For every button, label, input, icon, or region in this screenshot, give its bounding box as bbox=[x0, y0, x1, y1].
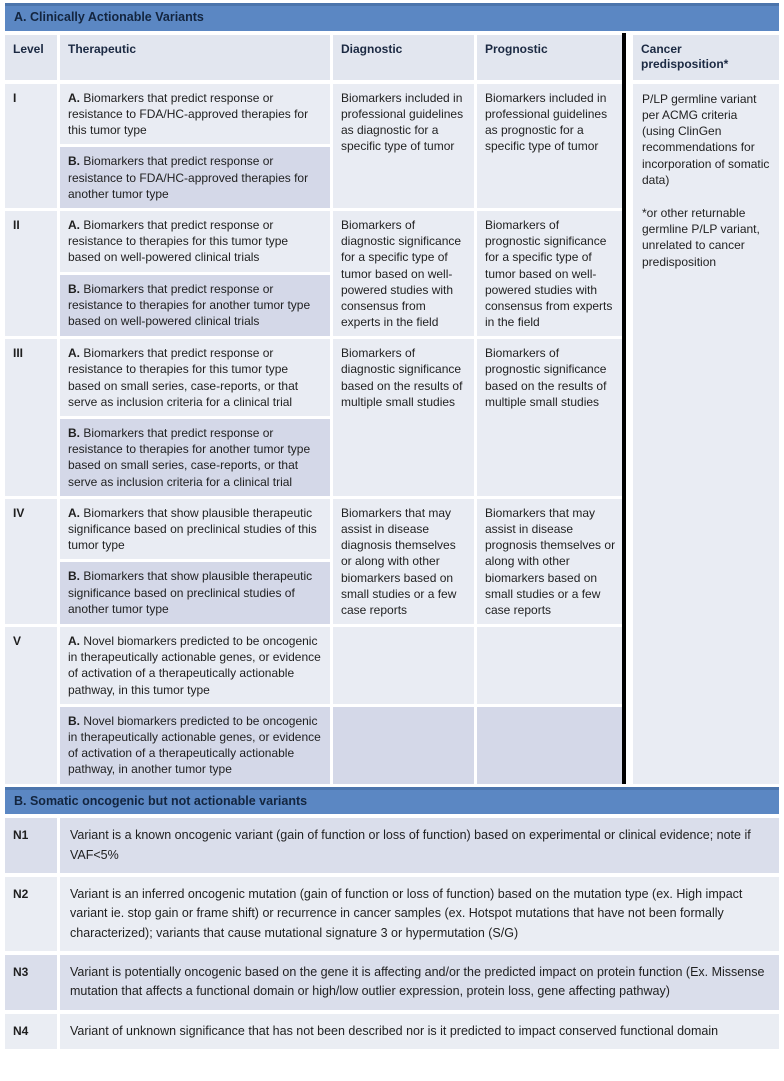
prognostic-cell: Biomarkers of prognostic significance based on the results of multiple small studies bbox=[477, 339, 625, 496]
n-description-cell: Variant of unknown significance that has not been described nor is it predicted to impact conserved functional domain bbox=[60, 1014, 779, 1049]
therapeutic-a-prefix: A. bbox=[68, 346, 80, 361]
n-level-cell: N1 bbox=[5, 818, 57, 873]
therapeutic-b-cell bbox=[60, 707, 330, 784]
therapeutic-b-text: Biomarkers that show plausible therapeutic significance based on preclinical studies of another tumor type bbox=[68, 569, 313, 616]
n-description-cell: Variant is an inferred oncogenic mutation (gain of function or loss of function) based on the mutation type (ex. High impact variant ie. stop gain or frame shift) or recurrence in cancer samples (ex. Hotspot mutations that have not been formally characterized); variants that cause mutational signature 3 or hypermutation (S/G) bbox=[60, 877, 779, 951]
therapeutic-b-text: Biomarkers that predict response or resistance to therapies for another tumor type based on well-powered clinical trials bbox=[68, 281, 311, 328]
therapeutic-b-text: Biomarkers that predict response or resistance to therapies for another tumor type based on small series, case-reports, or that serve as inclusion criteria for a clinical trial bbox=[68, 426, 311, 489]
therapeutic-b-text: Novel biomarkers predicted to be oncogenic in therapeutically actionable genes, or evidence of activation of a therapeutically actionable pathway, in another tumor type bbox=[68, 713, 321, 777]
therapeutic-a-cell bbox=[60, 627, 330, 704]
therapeutic-b-prefix: B. bbox=[68, 569, 80, 584]
column-header-row bbox=[5, 35, 779, 80]
diagnostic-cell: Biomarkers that may assist in disease diagnosis themselves or along with other biomarkers based on small studies or a few case reports bbox=[333, 499, 474, 624]
therapeutic-a-cell bbox=[60, 211, 330, 272]
column-header-therapeutic: Therapeutic bbox=[60, 35, 330, 80]
column-header-diagnostic: Diagnostic bbox=[333, 35, 474, 80]
prognostic-cell: Biomarkers of prognostic significance for a specific type of tumor based on well-powered studies with consensus from experts in the field bbox=[477, 211, 625, 336]
therapeutic-b-text: Biomarkers that predict response or resistance to FDA/HC-approved therapies for another tumor type bbox=[68, 154, 309, 201]
therapeutic-b-prefix: B. bbox=[68, 713, 80, 728]
section-b-title-bar bbox=[5, 787, 779, 815]
therapeutic-a-prefix: A. bbox=[68, 505, 80, 520]
therapeutic-a-text: Novel biomarkers predicted to be oncogenic in therapeutically actionable genes, or evidence of activation of a therapeutically actionable pathway, in this tumor type bbox=[68, 634, 321, 697]
therapeutic-b-prefix: B. bbox=[68, 426, 80, 440]
therapeutic-a-cell bbox=[60, 84, 330, 145]
n-level-cell: N4 bbox=[5, 1014, 57, 1049]
table-row-level-v bbox=[5, 627, 625, 784]
cancer-predisposition-text: P/LP germline variant per ACMG criteria (using ClinGen recommendations for incorporation of somatic data) bbox=[642, 91, 770, 187]
therapeutic-b-cell bbox=[60, 562, 330, 624]
column-header-prognostic: Prognostic bbox=[477, 35, 625, 80]
section-b bbox=[5, 787, 779, 1050]
table-row-n2 bbox=[5, 877, 779, 951]
column-header-level: Level bbox=[5, 35, 57, 80]
section-a-title: A. Clinically Actionable Variants bbox=[14, 10, 204, 24]
level-cell: V bbox=[5, 627, 57, 784]
table-row-level-iv bbox=[5, 499, 625, 624]
therapeutic-b-cell bbox=[60, 419, 330, 496]
therapeutic-a-text: Biomarkers that predict response or resistance to therapies for this tumor type based on small series, case-reports, or that serve as inclusion criteria for a clinical trial bbox=[68, 346, 299, 409]
section-a bbox=[5, 3, 779, 784]
n-description-cell: Variant is a known oncogenic variant (gain of function or loss of function) based on experimental or clinical evidence; note if VAF<5% bbox=[60, 818, 779, 873]
table-row-level-ii bbox=[5, 211, 625, 336]
table-row-n4 bbox=[5, 1014, 779, 1049]
level-cell: I bbox=[5, 84, 57, 208]
column-header-cancer-predisposition: Cancer predisposition* bbox=[633, 35, 779, 80]
therapeutic-a-text: Biomarkers that show plausible therapeutic significance based on preclinical studies of this tumor type bbox=[68, 505, 317, 553]
therapeutic-b-prefix: B. bbox=[68, 281, 80, 296]
level-cell: IV bbox=[5, 499, 57, 624]
therapeutic-b-cell bbox=[60, 147, 330, 208]
therapeutic-a-prefix: A. bbox=[68, 217, 80, 232]
table-row-level-iii bbox=[5, 339, 625, 496]
section-b-title: B. Somatic oncogenic but not actionable variants bbox=[14, 793, 308, 808]
level-cell: III bbox=[5, 339, 57, 496]
n-level-cell: N3 bbox=[5, 955, 57, 1010]
table-row-n1 bbox=[5, 818, 779, 873]
therapeutic-a-text: Biomarkers that predict response or resistance to therapies for this tumor type based on well-powered clinical trials bbox=[68, 217, 289, 265]
diagnostic-cell: Biomarkers of diagnostic significance for a specific type of tumor based on well-powered studies with consensus from experts in the field bbox=[333, 211, 474, 336]
cancer-column-divider bbox=[622, 33, 626, 784]
therapeutic-a-cell bbox=[60, 339, 330, 416]
diagnostic-cell-empty bbox=[333, 627, 474, 704]
therapeutic-a-prefix: A. bbox=[68, 634, 80, 649]
diagnostic-cell-empty bbox=[333, 707, 474, 784]
prognostic-cell-empty bbox=[477, 627, 625, 704]
table-row-level-i bbox=[5, 84, 625, 208]
cancer-predisposition-cell bbox=[633, 84, 779, 784]
prognostic-cell: Biomarkers that may assist in disease prognosis themselves or along with other biomarkers based on small studies or a few case reports bbox=[477, 499, 625, 624]
therapeutic-a-cell bbox=[60, 499, 330, 560]
therapeutic-a-prefix: A. bbox=[68, 90, 80, 105]
prognostic-cell: Biomarkers included in professional guidelines as prognostic for a specific type of tumor bbox=[477, 84, 625, 208]
diagnostic-cell: Biomarkers of diagnostic significance based on the results of multiple small studies bbox=[333, 339, 474, 496]
therapeutic-b-prefix: B. bbox=[68, 154, 80, 169]
section-a-body bbox=[5, 84, 779, 784]
therapeutic-b-cell bbox=[60, 275, 330, 337]
n-level-cell: N2 bbox=[5, 877, 57, 951]
therapeutic-a-text: Biomarkers that predict response or resistance to FDA/HC-approved therapies for this tumor type bbox=[68, 90, 309, 138]
level-rows bbox=[5, 84, 625, 784]
n-description-cell: Variant is potentially oncogenic based on the gene it is affecting and/or the predicted impact on protein function (Ex. Missense mutation that affects a functional domain or high/low outlier expression, protein loss, gene affecting pathway) bbox=[60, 955, 779, 1010]
diagnostic-cell: Biomarkers included in professional guidelines as diagnostic for a specific type of tumor bbox=[333, 84, 474, 208]
table-row-n3 bbox=[5, 955, 779, 1010]
prognostic-cell-empty bbox=[477, 707, 625, 784]
level-cell: II bbox=[5, 211, 57, 336]
cancer-predisposition-footnote: *or other returnable germline P/LP variant, unrelated to cancer predisposition bbox=[642, 205, 760, 269]
section-a-title-bar bbox=[5, 3, 779, 31]
